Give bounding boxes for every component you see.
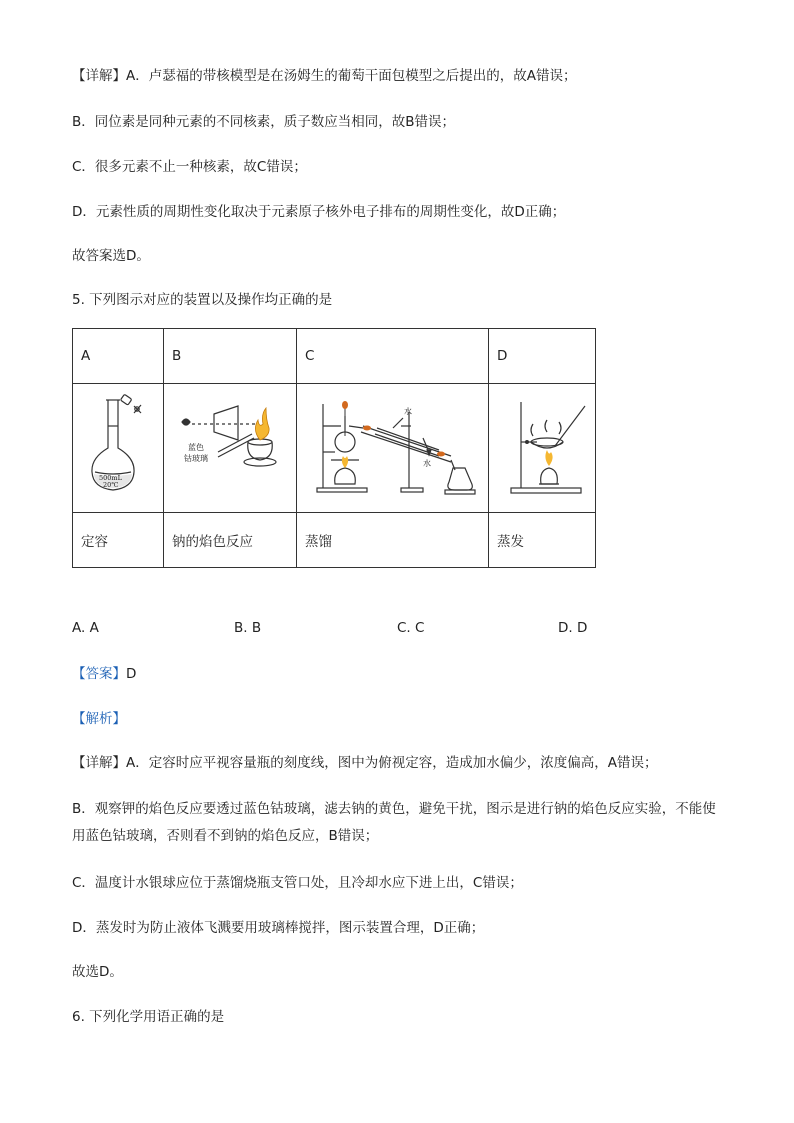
apparatus-table <box>72 328 596 568</box>
image-cell-a <box>73 384 164 513</box>
operation-d: 蒸发 <box>489 513 596 568</box>
q5-conclusion: 故选D。 <box>72 964 123 980</box>
water-in-label: 水 <box>423 459 431 468</box>
operation-a: 定容 <box>73 513 164 568</box>
header-b: B <box>164 329 297 384</box>
q5-detail-a: 【详解】A．定容时应平视容量瓶的刻度线，图中为俯视定容，造成加水偏少，浓度偏高，A错误； <box>72 755 658 771</box>
q4-explain-d: D．元素性质的周期性变化取决于元素原子核外电子排布的周期性变化，故D正确； <box>72 204 566 220</box>
q4-explain-a: 【详解】A．卢瑟福的带核模型是在汤姆生的葡萄干面包模型之后提出的，故A错误； <box>72 68 577 84</box>
q5-detail-d: D．蒸发时为防止液体飞溅要用玻璃棒搅拌，图示装置合理，D正确； <box>72 920 485 936</box>
distillation-image <box>305 384 488 512</box>
cobalt-glass-label-1: 蓝色 <box>188 443 204 452</box>
operation-b: 钠的焰色反应 <box>164 513 297 568</box>
flame-test-image <box>172 384 296 512</box>
header-d: D <box>489 329 596 384</box>
header-c: C <box>297 329 489 384</box>
option-d[interactable]: D. D <box>558 620 588 636</box>
q5-answer <box>72 664 136 684</box>
q5-stem: 5. 下列图示对应的装置以及操作均正确的是 <box>72 292 333 308</box>
image-cell-d <box>489 384 596 513</box>
operation-c: 蒸馏 <box>297 513 489 568</box>
option-c[interactable]: C. C <box>397 620 425 636</box>
option-a[interactable]: A. A <box>72 620 99 636</box>
flask-temp-label: 20℃ <box>103 481 119 489</box>
q5-detail-c: C．温度计水银球应位于蒸馏烧瓶支管口处，且冷却水应下进上出，C错误； <box>72 875 523 891</box>
q4-conclusion: 故答案选D。 <box>72 248 150 264</box>
header-a: A <box>73 329 164 384</box>
q4-explain-c: C．很多元素不止一种核素，故C错误； <box>72 159 307 175</box>
volumetric-flask-image <box>81 384 163 512</box>
image-cell-c <box>297 384 489 513</box>
answer-tag: 【答案】 <box>72 666 126 682</box>
table-image-row <box>73 384 596 513</box>
image-cell-b <box>164 384 297 513</box>
answer-value: D <box>126 666 137 682</box>
water-out-label: 水 <box>404 407 412 416</box>
table-header-row <box>73 329 596 384</box>
q6-stem: 6. 下列化学用语正确的是 <box>72 1009 225 1025</box>
q5-analysis-tag: 【解析】 <box>72 711 126 727</box>
q4-explain-b: B．同位素是同种元素的不同核素，质子数应当相同，故B错误； <box>72 114 456 130</box>
option-b[interactable]: B. B <box>234 620 262 636</box>
q5-detail-b: B．观察钾的焰色反应要透过蓝色钴玻璃，滤去钠的黄色，避免干扰，图示是进行钠的焰色反应实验，不能使用蓝色钴玻璃，否则看不到钠的焰色反应，B错误； <box>72 801 716 844</box>
evaporation-image <box>497 384 595 512</box>
table-name-row <box>73 513 596 568</box>
flask-volume-label: 500mL <box>99 474 122 482</box>
cobalt-glass-label-2: 钴玻璃 <box>184 454 208 463</box>
